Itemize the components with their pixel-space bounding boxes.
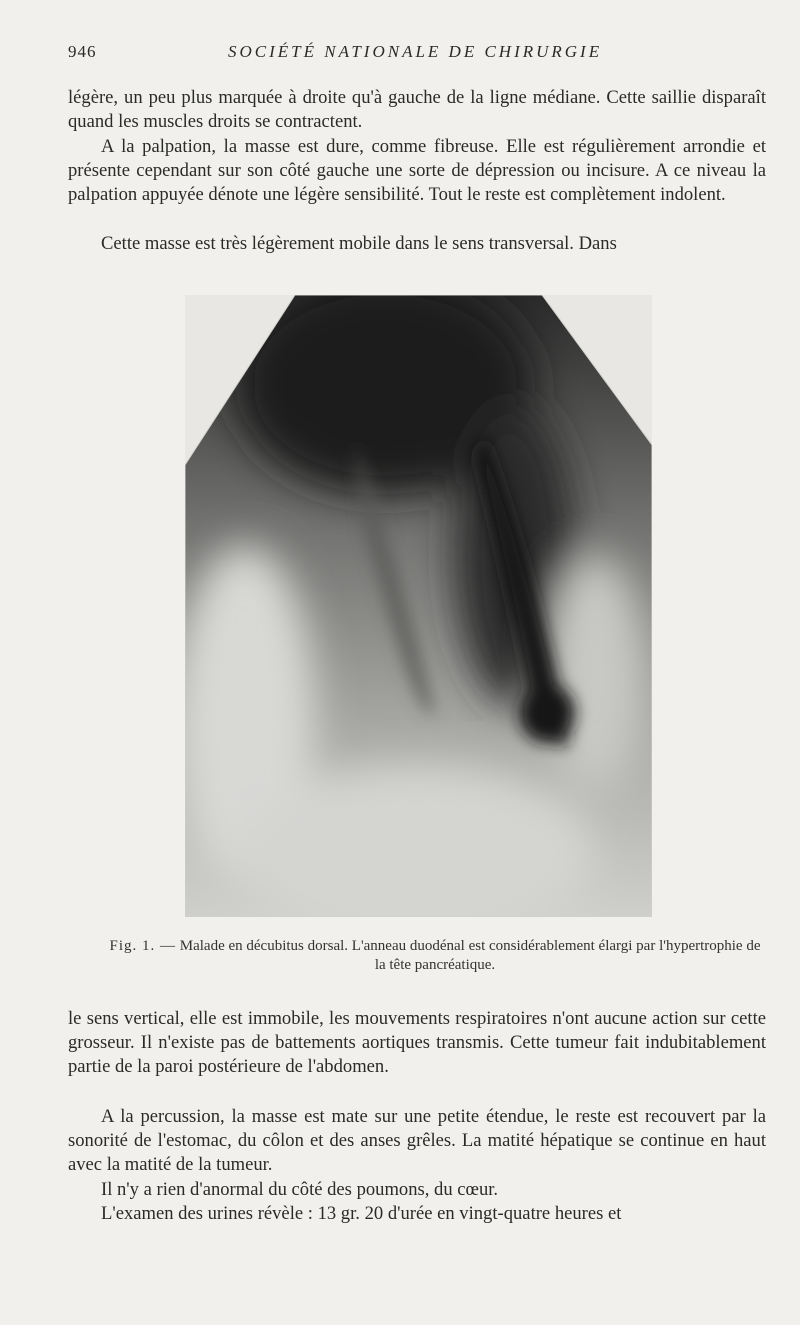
caption-label: Fig. 1. — [109,938,176,954]
paragraph: L'examen des urines révèle : 13 gr. 20 d'urée en vingt-quatre heures et [101,1203,622,1224]
xray-image [185,295,652,917]
paragraph: le sens vertical, elle est immobile, les mouvements respiratoires n'ont aucune action sur cette grosseur. Il n'existe pas de battements aortiques transmis. Cette tumeur fait indubitablement partie de la paroi postérieure de l'abdomen. [68,1008,766,1078]
paragraph: Il n'y a rien d'anormal du côté des poumons, du cœur. [101,1179,499,1200]
xray-figure [185,295,652,917]
page-number: 946 [68,42,97,61]
paragraph: A la palpation, la masse est dure, comme fibreuse. Elle est régulièrement arrondie et présente cependant sur son côté gauche une sorte de dépression ou incisure. A ce niveau la palpation appuyée dénote une légère sensibilité. Tout le reste est complètement indolent. [68,136,766,206]
running-title: SOCIÉTÉ NATIONALE DE CHIRURGIE [228,42,603,61]
paragraph: A la percussion, la masse est mate sur une petite étendue, le reste est recouvert par la sonorité de l'estomac, du côlon et des anses grêles. La matité hépatique se continue en haut avec la matité de la tumeur. [68,1106,766,1176]
paragraph: Cette masse est très légèrement mobile dans le sens transversal. Dans [101,233,617,254]
page-header [68,42,768,66]
paragraph: légère, un peu plus marquée à droite qu'à gauche de la ligne médiane. Cette saillie disparaît quand les muscles droits se contractent. [68,87,766,133]
caption-text: Malade en décubitus dorsal. L'anneau duodénal est considérablement élargi par l'hypertrophie de la tête pancréatique. [179,938,761,973]
figure-caption [105,937,765,975]
